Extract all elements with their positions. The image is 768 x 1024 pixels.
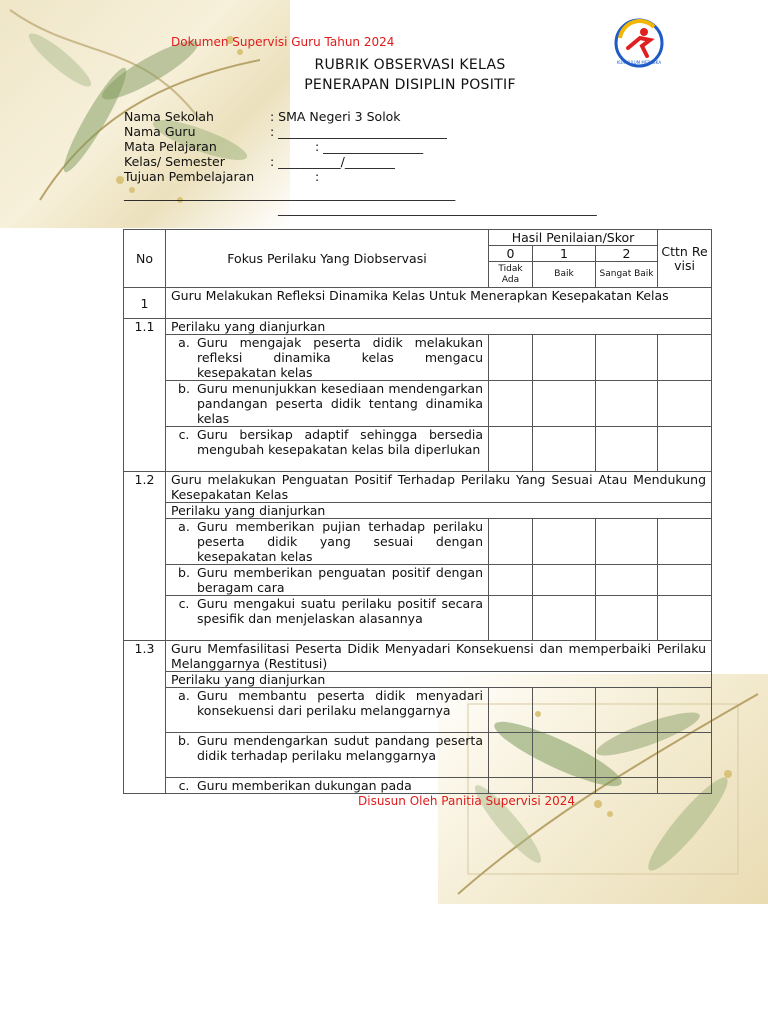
behavior-item: c. Guru bersikap adaptif sehingga bersedia mengubah kesepakatan kelas bila diperlukan bbox=[166, 427, 489, 472]
score-2: 2 bbox=[596, 246, 658, 262]
notes-cell[interactable] bbox=[658, 733, 712, 778]
header-focus: Fokus Perilaku Yang Diobservasi bbox=[166, 230, 489, 288]
notes-cell[interactable] bbox=[658, 778, 712, 794]
class-semester-value: : __________/________ bbox=[270, 154, 395, 169]
score-cell[interactable] bbox=[489, 381, 533, 427]
behavior-item: b. Guru menunjukkan kesediaan mendengarkan pandangan peserta didik tentang dinamika kelas bbox=[166, 381, 489, 427]
score-cell[interactable] bbox=[533, 427, 596, 472]
header-score: Hasil Penilaian/Skor bbox=[489, 230, 658, 246]
score-cell[interactable] bbox=[533, 381, 596, 427]
header-no: No bbox=[124, 230, 166, 288]
score-cell[interactable] bbox=[489, 519, 533, 565]
section-no: 1.3 bbox=[124, 641, 166, 794]
section-subtitle: Perilaku yang dianjurkan bbox=[166, 672, 712, 688]
behavior-item: c. Guru mengakui suatu perilaku positif secara spesifik dan menjelaskan alasannya bbox=[166, 596, 489, 641]
score-cell[interactable] bbox=[533, 519, 596, 565]
behavior-item: a. Guru membantu peserta didik menyadari konsekuensi dari perilaku melanggarnya bbox=[166, 688, 489, 733]
subject-value: : ________________ bbox=[315, 139, 424, 154]
score-cell[interactable] bbox=[489, 688, 533, 733]
score-cell[interactable] bbox=[489, 733, 533, 778]
learning-goal-line-1: _____________________________________________________ bbox=[124, 186, 456, 201]
section-no: 1.1 bbox=[124, 319, 166, 472]
notes-cell[interactable] bbox=[658, 427, 712, 472]
rubric-table bbox=[123, 229, 712, 794]
section-title: Guru Melakukan Refleksi Dinamika Kelas Untuk Menerapkan Kesepakatan Kelas bbox=[166, 288, 712, 319]
section-no: 1.2 bbox=[124, 472, 166, 641]
teacher-value: : ___________________________ bbox=[270, 124, 447, 139]
score-label-1: Baik bbox=[533, 262, 596, 288]
school-value: : SMA Negeri 3 Solok bbox=[270, 109, 401, 124]
score-label-2: Sangat Baik bbox=[596, 262, 658, 288]
section-subtitle: Perilaku yang dianjurkan bbox=[166, 319, 712, 335]
footer-note: Disusun Oleh Panitia Supervisi 2024 bbox=[358, 794, 576, 808]
score-cell[interactable] bbox=[533, 596, 596, 641]
score-cell[interactable] bbox=[596, 596, 658, 641]
score-cell[interactable] bbox=[533, 335, 596, 381]
page-title-line-2: PENERAPAN DISIPLIN POSITIF bbox=[304, 77, 516, 93]
score-cell[interactable] bbox=[596, 335, 658, 381]
behavior-item: a. Guru memberikan pujian terhadap perilaku peserta didik yang sesuai dengan kesepakatan kelas bbox=[166, 519, 489, 565]
score-cell[interactable] bbox=[596, 381, 658, 427]
score-1: 1 bbox=[533, 246, 596, 262]
svg-text:KURIKULUM MERDEKA: KURIKULUM MERDEKA bbox=[616, 60, 662, 65]
notes-cell[interactable] bbox=[658, 519, 712, 565]
section-no: 1 bbox=[124, 288, 166, 319]
teacher-label: Nama Guru bbox=[124, 124, 196, 139]
section-subtitle: Perilaku yang dianjurkan bbox=[166, 503, 712, 519]
learning-goal-label: Tujuan Pembelajaran bbox=[124, 169, 255, 184]
score-cell[interactable] bbox=[489, 427, 533, 472]
notes-cell[interactable] bbox=[658, 596, 712, 641]
behavior-item: b. Guru mendengarkan sudut pandang peserta didik terhadap perilaku melanggarnya bbox=[166, 733, 489, 778]
behavior-item: c. Guru memberikan dukungan pada bbox=[166, 778, 489, 794]
score-cell[interactable] bbox=[489, 335, 533, 381]
score-cell[interactable] bbox=[489, 596, 533, 641]
document-note: Dokumen Supervisi Guru Tahun 2024 bbox=[171, 35, 395, 49]
score-cell[interactable] bbox=[596, 688, 658, 733]
score-cell[interactable] bbox=[489, 778, 533, 794]
notes-cell[interactable] bbox=[658, 565, 712, 596]
score-cell[interactable] bbox=[489, 565, 533, 596]
score-cell[interactable] bbox=[533, 778, 596, 794]
section-title: Guru Memfasilitasi Peserta Didik Menyadari Konsekuensi dan memperbaiki Perilaku Melanggarnya (Restitusi) bbox=[166, 641, 712, 672]
score-cell[interactable] bbox=[533, 688, 596, 733]
notes-cell[interactable] bbox=[658, 381, 712, 427]
notes-cell[interactable] bbox=[658, 335, 712, 381]
score-0: 0 bbox=[489, 246, 533, 262]
behavior-item: a. Guru mengajak peserta didik melakukan refleksi dinamika kelas mengacu kesepakatan kelas bbox=[166, 335, 489, 381]
score-cell[interactable] bbox=[596, 519, 658, 565]
score-cell[interactable] bbox=[596, 778, 658, 794]
score-label-0: Tidak Ada bbox=[489, 262, 533, 288]
subject-label: Mata Pelajaran bbox=[124, 139, 217, 154]
learning-goal-value: : bbox=[315, 169, 320, 184]
score-cell[interactable] bbox=[596, 733, 658, 778]
score-cell[interactable] bbox=[533, 565, 596, 596]
notes-cell[interactable] bbox=[658, 688, 712, 733]
score-cell[interactable] bbox=[533, 733, 596, 778]
behavior-item: b. Guru memberikan penguatan positif dengan beragam cara bbox=[166, 565, 489, 596]
learning-goal-line-2: ___________________________________________________ bbox=[278, 201, 597, 216]
score-cell[interactable] bbox=[596, 427, 658, 472]
class-semester-label: Kelas/ Semester bbox=[124, 154, 225, 169]
page-title-line-1: RUBRIK OBSERVASI KELAS bbox=[314, 57, 506, 73]
score-cell[interactable] bbox=[596, 565, 658, 596]
header-notes: Cttn Revisi bbox=[658, 230, 712, 288]
school-label: Nama Sekolah bbox=[124, 109, 214, 124]
section-title: Guru melakukan Penguatan Positif Terhadap Perilaku Yang Sesuai Atau Mendukung Kesepakatan Kelas bbox=[166, 472, 712, 503]
